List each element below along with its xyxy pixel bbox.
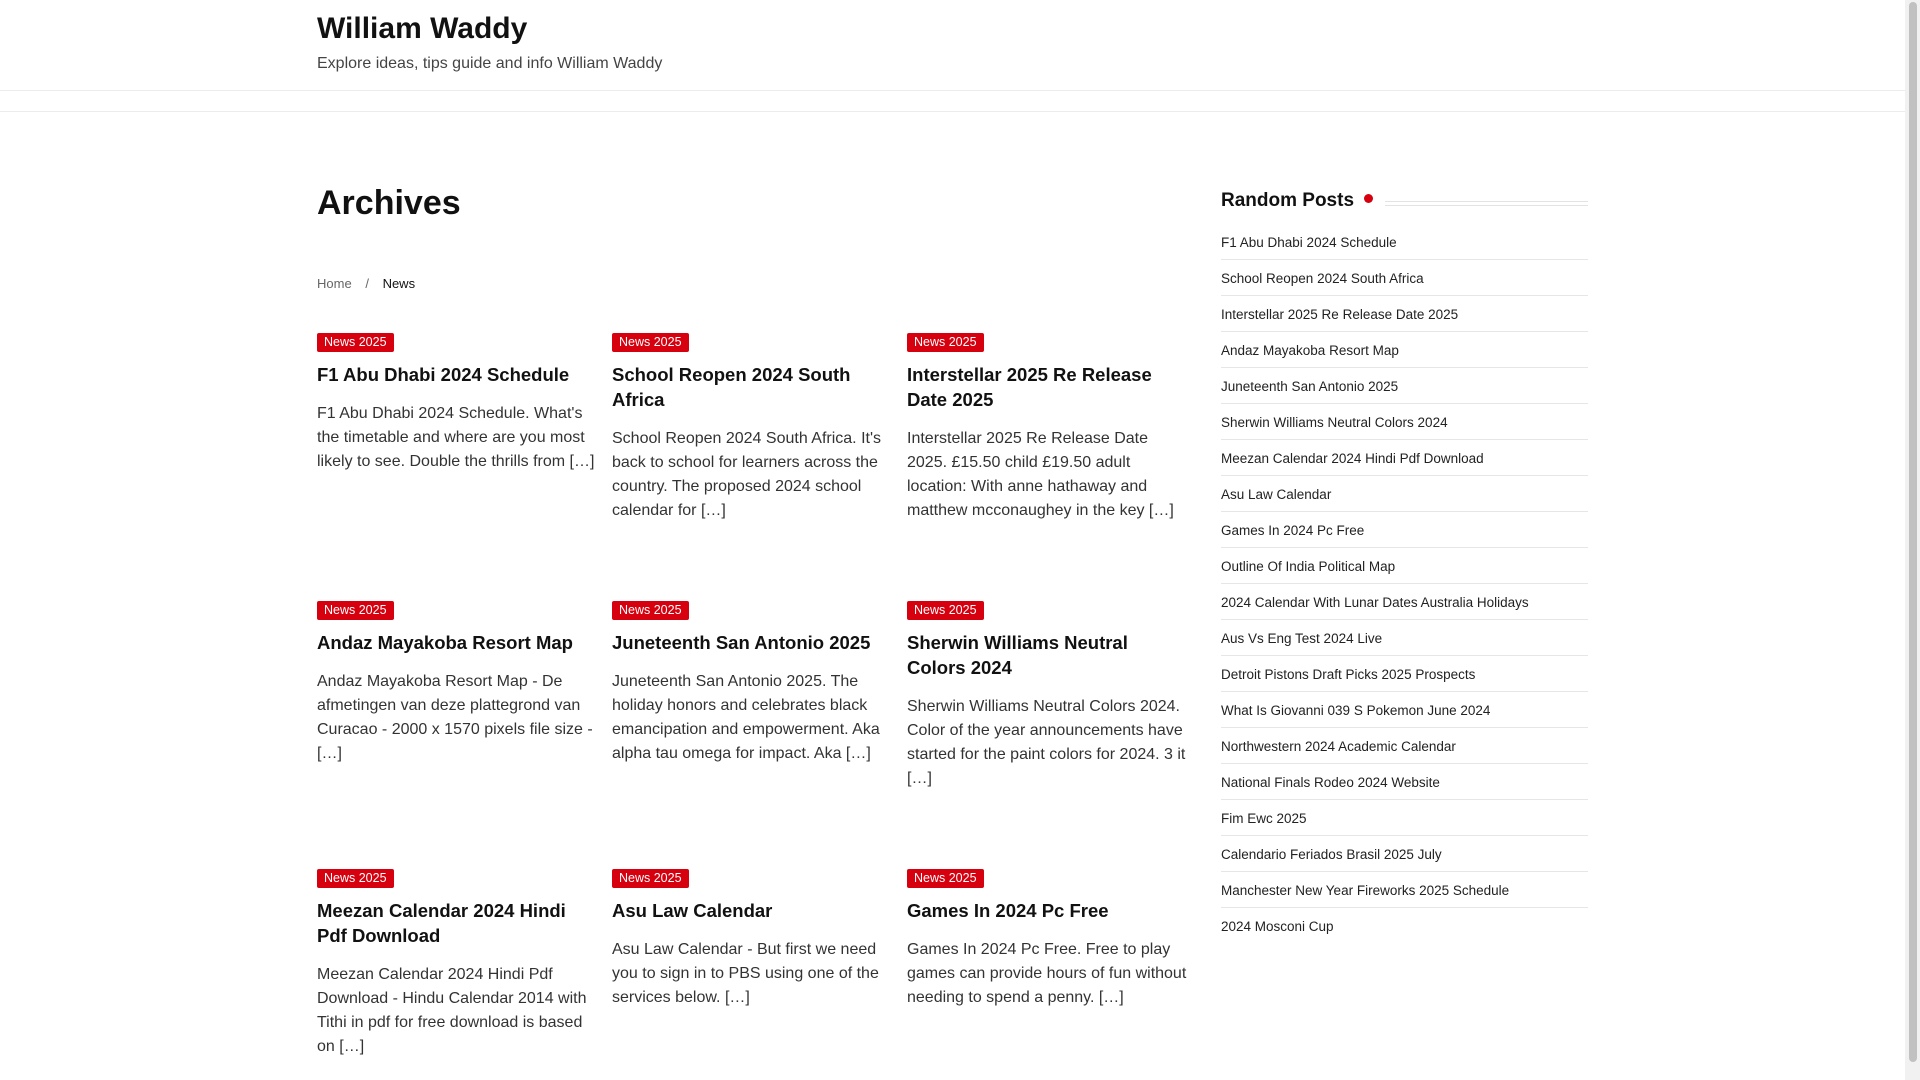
random-post-link[interactable]: Asu Law Calendar [1221,487,1332,502]
post-title-link[interactable]: School Reopen 2024 South Africa [612,364,851,410]
random-post-link[interactable]: Detroit Pistons Draft Picks 2025 Prospects [1221,667,1476,682]
site-header [0,0,1905,112]
site-title[interactable]: William Waddy [317,12,528,45]
category-badge[interactable]: News 2025 [317,333,394,352]
category-badge[interactable]: News 2025 [317,601,394,620]
post-excerpt: School Reopen 2024 South Africa. It's back to school for learners across the country. The proposed 2024 school calendar for […] [612,430,882,519]
category-badge[interactable]: News 2025 [907,601,984,620]
post-card [317,333,599,474]
list-item [1221,764,1588,800]
post-title-link[interactable]: Andaz Mayakoba Resort Map [317,632,573,653]
list-item [1221,368,1588,404]
post-excerpt: Games In 2024 Pc Free. Free to play games can provide hours of fun without needing to spend a penny. […] [907,941,1187,1006]
post-card [907,333,1189,523]
random-post-link[interactable]: Outline Of India Political Map [1221,559,1396,574]
random-post-link[interactable]: Andaz Mayakoba Resort Map [1221,343,1399,358]
random-post-link[interactable]: Juneteenth San Antonio 2025 [1221,379,1399,394]
list-item [1221,440,1588,476]
post-excerpt: F1 Abu Dhabi 2024 Schedule. What's the timetable and where are you most likely to see. Double the thrills from […] [317,405,595,470]
list-item [1221,260,1588,296]
random-post-link[interactable]: Games In 2024 Pc Free [1221,523,1365,538]
random-post-link[interactable]: Meezan Calendar 2024 Hindi Pdf Download [1221,451,1484,466]
post-title-link[interactable]: Meezan Calendar 2024 Hindi Pdf Download [317,900,566,946]
random-post-link[interactable]: Aus Vs Eng Test 2024 Live [1221,631,1383,646]
random-post-link[interactable]: Interstellar 2025 Re Release Date 2025 [1221,307,1459,322]
post-excerpt: Meezan Calendar 2024 Hindi Pdf Download - Hindu Calendar 2014 with Tithi in pdf for free download is based on […] [317,966,587,1055]
nav-divider [0,111,1905,112]
category-badge[interactable]: News 2025 [317,869,394,888]
category-badge[interactable]: News 2025 [907,333,984,352]
post-card [612,333,894,523]
post-card [612,601,894,766]
list-item [1221,584,1588,620]
random-post-link[interactable]: F1 Abu Dhabi 2024 Schedule [1221,235,1397,250]
list-item [1221,836,1588,872]
random-post-link[interactable]: 2024 Calendar With Lunar Dates Australia Holidays [1221,595,1529,610]
random-post-link[interactable]: Northwestern 2024 Academic Calendar [1221,739,1456,754]
random-post-link[interactable]: School Reopen 2024 South Africa [1221,271,1424,286]
random-post-link[interactable]: Sherwin Williams Neutral Colors 2024 [1221,415,1448,430]
list-item [1221,728,1588,764]
random-post-link[interactable]: 2024 Mosconi Cup [1221,919,1334,934]
page-title: Archives [317,184,461,222]
post-card [612,869,894,1010]
post-title-link[interactable]: Games In 2024 Pc Free [907,900,1109,921]
random-post-link[interactable]: Manchester New Year Fireworks 2025 Schedule [1221,883,1510,898]
widget-title-rule [1385,201,1588,206]
sidebar [1221,190,1588,944]
random-post-link[interactable]: What Is Giovanni 039 S Pokemon June 2024 [1221,703,1491,718]
list-item [1221,692,1588,728]
post-title-link[interactable]: Sherwin Williams Neutral Colors 2024 [907,632,1128,678]
breadcrumb [317,276,415,291]
site-description: Explore ideas, tips guide and info William Waddy [317,55,663,72]
list-item [1221,800,1588,836]
random-post-link[interactable]: Fim Ewc 2025 [1221,811,1307,826]
post-title-link[interactable]: Asu Law Calendar [612,900,773,921]
category-badge[interactable]: News 2025 [612,601,689,620]
post-excerpt: Asu Law Calendar - But first we need you to sign in to PBS using one of the services below. […] [612,941,879,1006]
post-card [907,869,1189,1010]
list-item [1221,296,1588,332]
breadcrumb-separator: / [365,276,369,291]
list-item [1221,512,1588,548]
scrollbar-thumb[interactable] [1909,2,1917,1062]
random-post-link[interactable]: Calendario Feriados Brasil 2025 July [1221,847,1442,862]
list-item [1221,476,1588,512]
list-item [1221,224,1588,260]
category-badge[interactable]: News 2025 [612,333,689,352]
breadcrumb-home-link[interactable]: Home [317,276,352,291]
list-item [1221,620,1588,656]
random-posts-widget-title [1221,190,1588,218]
list-item [1221,656,1588,692]
post-title-link[interactable]: Interstellar 2025 Re Release Date 2025 [907,364,1152,410]
category-badge[interactable]: News 2025 [907,869,984,888]
list-item [1221,404,1588,440]
header-divider [0,90,1905,91]
post-excerpt: Interstellar 2025 Re Release Date 2025. £15.50 child £19.50 adult location: With anne hathaway and matthew mcconaughey in the key […] [907,430,1174,519]
post-card [317,869,599,1059]
random-post-link[interactable]: National Finals Rodeo 2024 Website [1221,775,1440,790]
post-card [907,601,1189,791]
post-excerpt: Juneteenth San Antonio 2025. The holiday honors and celebrates black emancipation and empowerment. Aka alpha tau omega for impact. Aka […] [612,673,880,762]
list-item [1221,908,1588,944]
vertical-scrollbar[interactable] [1905,0,1920,1080]
list-item [1221,332,1588,368]
widget-title-text: Random Posts [1221,190,1355,211]
random-posts-list [1221,224,1588,944]
breadcrumb-current: News [382,276,416,291]
post-excerpt: Andaz Mayakoba Resort Map - De afmetingen van deze plattegrond van Curacao - 2000 x 1570 pixels file size - […] [317,673,593,762]
widget-title-dot [1364,194,1373,203]
post-title-link[interactable]: F1 Abu Dhabi 2024 Schedule [317,364,570,385]
list-item [1221,872,1588,908]
list-item [1221,548,1588,584]
post-card [317,601,599,766]
post-title-link[interactable]: Juneteenth San Antonio 2025 [612,632,871,653]
category-badge[interactable]: News 2025 [612,869,689,888]
post-excerpt: Sherwin Williams Neutral Colors 2024. Color of the year announcements have started for the paint colors for 2024. 3 it […] [907,698,1186,787]
